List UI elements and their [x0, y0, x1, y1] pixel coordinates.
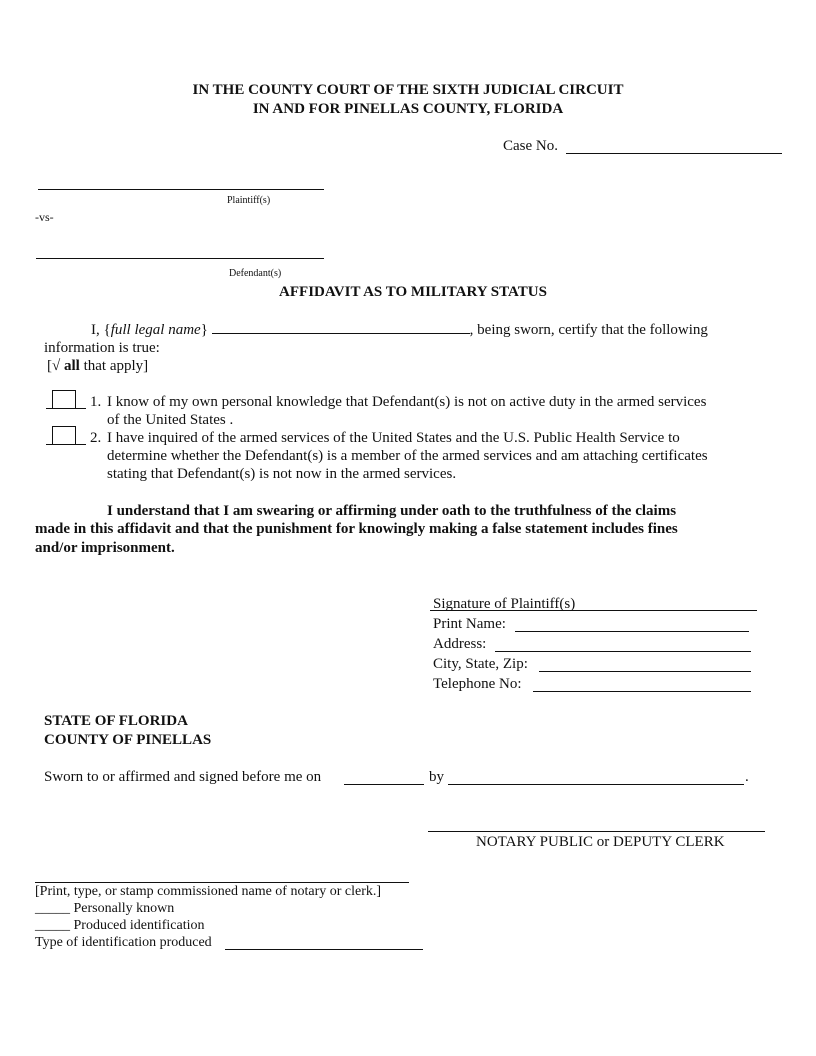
telephone-label: Telephone No:: [433, 676, 522, 692]
notary-signature-field[interactable]: [428, 831, 765, 832]
option-1-text-line2: of the United States .: [107, 412, 234, 428]
full-legal-name-field[interactable]: [212, 321, 470, 334]
produced-identification-row: [35, 918, 205, 934]
option-1-checkbox[interactable]: [52, 390, 76, 409]
oath-line3: and/or imprisonment.: [35, 540, 175, 556]
full-legal-name-hint: full legal name: [110, 322, 201, 338]
notary-print-label: [Print, type, or stamp commissioned name of notary or clerk.]: [35, 884, 382, 899]
option-2-text-line3: stating that Defendant(s) is not now in the armed services.: [107, 466, 457, 482]
oath-line2: made in this affidavit and that the punishment for knowingly making a false statement includes fines: [35, 521, 678, 537]
option-2-checkbox-underline: [46, 444, 86, 445]
defendant-name-field[interactable]: [36, 258, 324, 259]
option-2-number: 2.: [90, 430, 102, 446]
defendant-label: Defendant(s): [229, 268, 282, 279]
produced-identification-label: Produced identification: [73, 918, 205, 933]
address-label: Address:: [433, 636, 487, 652]
personally-known-label: Personally known: [73, 901, 175, 916]
city-state-zip-field[interactable]: [539, 671, 751, 672]
option-1-number: 1.: [90, 394, 102, 410]
identification-type-field[interactable]: [225, 949, 423, 950]
sworn-period: .: [745, 769, 749, 785]
sworn-by-name-field[interactable]: [448, 784, 744, 785]
option-1-text-line1: I know of my own personal knowledge that Defendant(s) is not on active duty in the armed services: [107, 394, 707, 410]
notary-name-field[interactable]: [35, 882, 409, 883]
option-2-text-line2: determine whether the Defendant(s) is a member of the armed services and am attaching certificates: [107, 448, 708, 464]
check-instruction-bold: all: [63, 358, 80, 374]
venue-state: STATE OF FLORIDA: [44, 713, 188, 729]
identification-type-label: Type of identification produced: [35, 935, 212, 950]
check-instruction: [47, 358, 148, 375]
print-name-label: Print Name:: [433, 616, 506, 632]
telephone-field[interactable]: [533, 691, 751, 692]
venue-county: COUNTY OF PINELLAS: [44, 732, 212, 748]
case-number-field[interactable]: [566, 153, 782, 154]
check-instruction-suffix: that apply]: [79, 358, 149, 374]
intro-prefix: I, {: [91, 322, 111, 338]
intro-line2: information is true:: [44, 340, 160, 356]
case-number-label: Case No.: [503, 138, 558, 154]
sworn-date-field[interactable]: [344, 784, 424, 785]
produced-identification-checkbox[interactable]: _____: [35, 918, 70, 933]
intro-sworn-text: , being sworn, certify that the following: [469, 322, 708, 338]
sworn-by-label: by: [429, 769, 444, 785]
signature-label: Signature of Plaintiff(s): [433, 596, 576, 612]
court-heading-line2: IN AND FOR PINELLAS COUNTY, FLORIDA: [252, 101, 564, 117]
versus-label: -vs-: [35, 210, 54, 224]
print-name-field[interactable]: [515, 631, 749, 632]
document-title: AFFIDAVIT AS TO MILITARY STATUS: [279, 284, 547, 300]
court-heading-line1: IN THE COUNTY COURT OF THE SIXTH JUDICIAL CIRCUIT: [192, 82, 624, 98]
city-state-zip-label: City, State, Zip:: [433, 656, 528, 672]
check-instruction-prefix: [√: [47, 358, 64, 374]
personally-known-row: [35, 901, 174, 917]
plaintiff-label: Plaintiff(s): [227, 195, 271, 206]
notary-title: NOTARY PUBLIC or DEPUTY CLERK: [476, 834, 725, 850]
address-field[interactable]: [495, 651, 751, 652]
oath-line1: I understand that I am swearing or affirming under oath to the truthfulness of the claims: [107, 503, 677, 519]
intro-line1: [91, 321, 708, 339]
option-2-text-line1: I have inquired of the armed services of the United States and the U.S. Public Health Service to: [107, 430, 680, 446]
option-2-checkbox[interactable]: [52, 426, 76, 445]
sworn-text: Sworn to or affirmed and signed before me on: [44, 769, 322, 785]
intro-brace: }: [200, 322, 208, 338]
personally-known-checkbox[interactable]: _____: [35, 901, 70, 916]
plaintiff-name-field[interactable]: [38, 189, 324, 190]
option-1-checkbox-underline: [46, 408, 86, 409]
